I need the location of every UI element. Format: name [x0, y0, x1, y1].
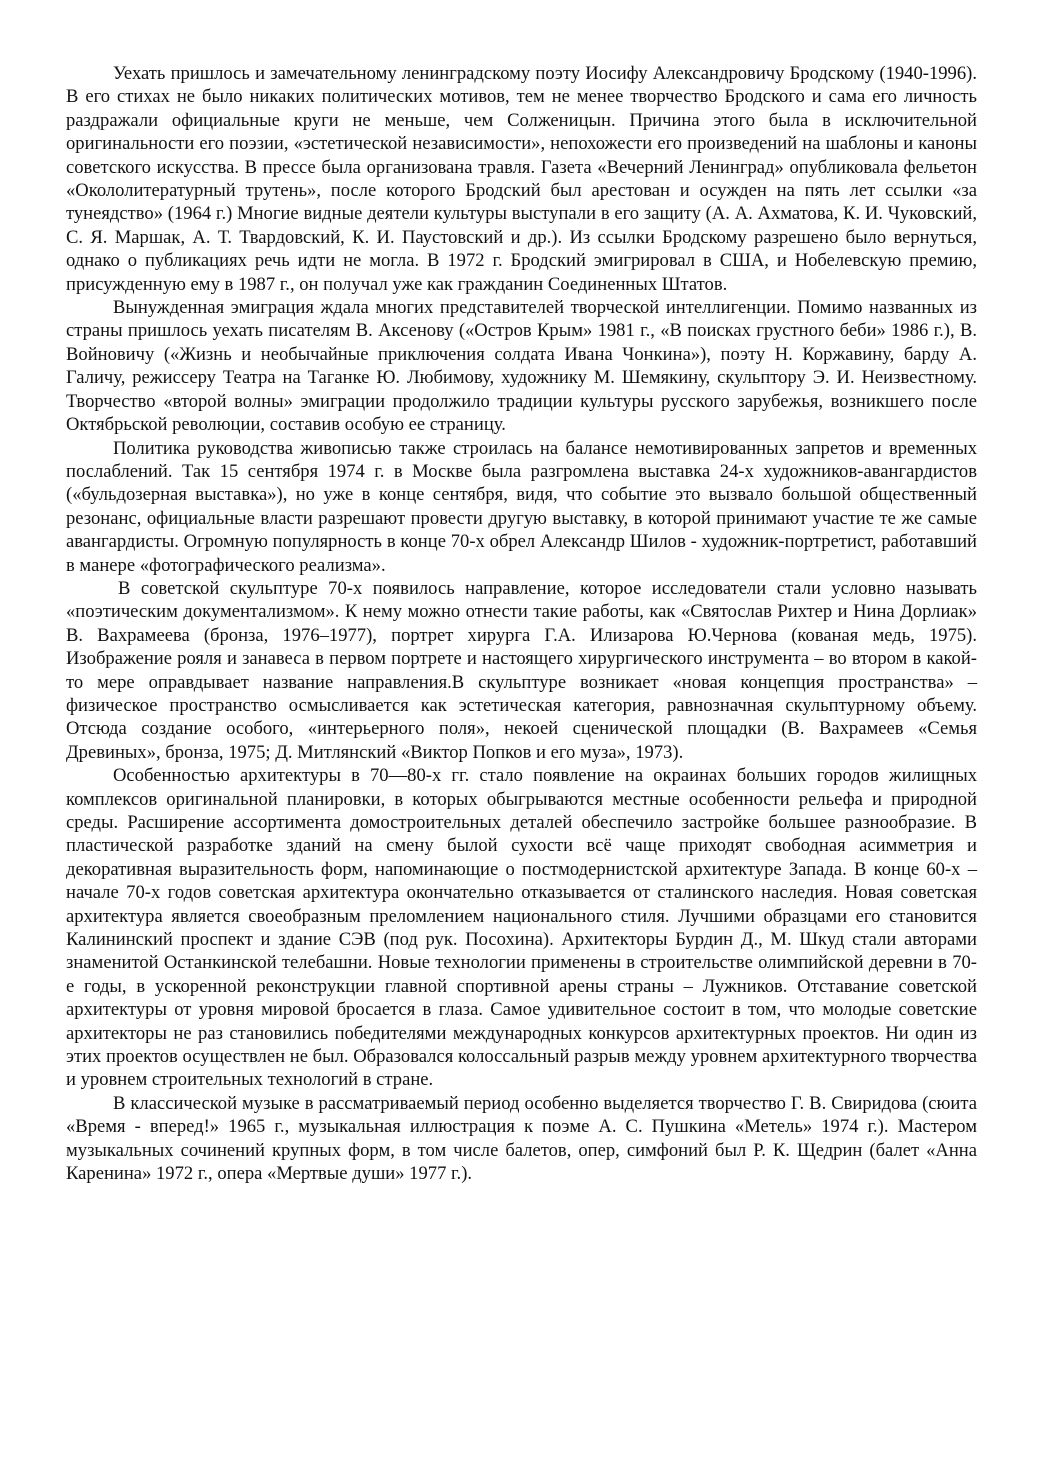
- paragraph-brodsky: Уехать пришлось и замечательному ленинградскому поэту Иосифу Александровичу Бродскому (1940-1996). В его стихах не было никаких политических мотивов, тем не менее творчество Бродского и сама его личность раздражали официальные круги не меньше, чем Солженицын. Причина этого была в исключительной оригинальности его поэзии, «эстетической независимости», непохожести его произведений на шаблоны и каноны советского искусства. В прессе была организована травля. Газета «Вечерний Ленинград» опубликовала фельетон «Окололитературный трутень», после которого Бродский был арестован и осужден на пять лет ссылки «за тунеядство» (1964 г.) Многие видные деятели культуры выступали в его защиту (А. А. Ахматова, К. И. Чуковский, С. Я. Маршак, А. Т. Твардовский, К. И. Паустовский и др.). Из ссылки Бродскому разрешено было вернуться, однако о публикациях речь идти не могла. В 1972 г. Бродский эмигрировал в США, и Нобелевскую премию, присужденную ему в 1987 г., он получал уже как гражданин Соединенных Штатов.: [66, 63, 977, 295]
- paragraph-music: В классической музыке в рассматриваемый период особенно выделяется творчество Г. В. Свиридова (сюита «Время - вперед!» 1965 г., музыкальная иллюстрация к поэме А. С. Пушкина «Метель» 1974 г.). Мастером музыкальных сочинений крупных форм, в том числе балетов, опер, симфоний был Р. К. Щедрин (балет «Анна Каренина» 1972 г., опера «Мертвые души» 1977 г.).: [66, 1092, 977, 1185]
- document-page: [66, 62, 977, 1186]
- paragraph-architecture: Особенностью архитектуры в 70—80-х гг. стало появление на окраинах больших городов жилищных комплексов оригинальной планировки, в которых обыгрываются местные особенности рельефа и природной среды. Расширение ассортимента домостроительных деталей обеспечило застройке большее разнообразие. В пластической разработке зданий на смену былой сухости всё чаще приходят свободная асимметрия и декоративная выразительность форм, напоминающие о постмодернистской архитектуре Запада. В конце 60-х – начале 70-х годов советская архитектура окончательно отказывается от сталинского наследия. Новая советская архитектура является своеобразным преломлением национального стиля. Лучшими образцами его становится Калининский проспект и здание СЭВ (под рук. Посохина). Архитекторы Бурдин Д., М. Шкуд стали авторами знаменитой Останкинской телебашни. Новые технологии применены в строительстве олимпийской деревни в 70-е годы, в ускоренной реконструкции главной спортивной арены страны – Лужников. Отставание советской архитектуры от уровня мировой бросается в глаза. Самое удивительное состоит в том, что молодые советские архитекторы не раз становились победителями международных конкурсов архитектурных проектов. Ни один из этих проектов осуществлен не был. Образовался колоссальный разрыв между уровнем архитектурного творчества и уровнем строительных технологий в стране.: [66, 765, 977, 1091]
- paragraph-sculpture: В советской скульптуре 70-х появилось направление, которое исследователи стали условно называть «поэтическим документализмом». К нему можно отнести такие работы, как «Святослав Рихтер и Нина Дорлиак» В. Вахрамеева (бронза, 1976–1977), портрет хирурга Г.А. Илизарова Ю.Чернова (кованая медь, 1975). Изображение рояля и занавеса в первом портрете и настоящего хирургического инструмента – во втором в какой-то мере оправдывает название направления.В скульптуре возникает «новая концепция пространства» – физическое пространство осмысливается как эстетическая категория, равнозначная скульптурному объему. Отсюда создание особого, «интерьерного поля», некоей сценической площадки (В. Вахрамеев «Семья Древиных», бронза, 1975; Д. Митлянский «Виктор Попков и его муза», 1973).: [66, 577, 977, 763]
- paragraph-painting: Политика руководства живописью также строилась на балансе немотивированных запретов и временных послаблений. Так 15 сентября 1974 г. в Москве была разгромлена выставка 24-х художников-авангардистов («бульдозерная выставка»), но уже в конце сентября, видя, что событие это вызвало большой общественный резонанс, официальные власти разрешают провести другую выставку, в которой принимают участие те же самые авангардисты. Огромную популярность в конце 70-х обрел Александр Шилов - художник-портретист, работавший в манере «фотографического реализма».: [66, 437, 977, 576]
- paragraph-emigration: Вынужденная эмиграция ждала многих представителей творческой интеллигенции. Помимо названных из страны пришлось уехать писателям В. Аксенову («Остров Крым» 1981 г., «В поисках грустного беби» 1986 г.), В. Войновичу («Жизнь и необычайные приключения солдата Ивана Чонкина»), поэту Н. Коржавину, барду А. Галичу, режиссеру Театра на Таганке Ю. Любимову, художнику М. Шемякину, скульптору Э. И. Неизвестному. Творчество «второй волны» эмиграции продолжило традиции культуры русского зарубежья, возникшего после Октябрьской революции, составив особую ее страницу.: [66, 297, 977, 436]
